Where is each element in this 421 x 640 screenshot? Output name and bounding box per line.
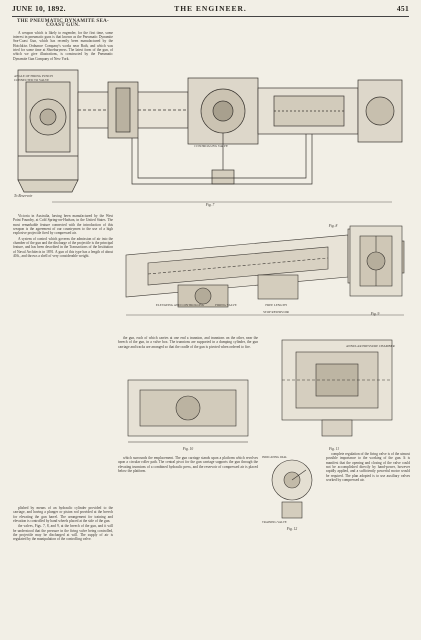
fig12-label: INDICATING DIAL [262, 455, 288, 459]
paragraph: complete regulation of the firing valve is of the utmost possible importance to the working of the gun. It is manifest that the opening and closing of the valve could not be accomplished directly by hand-power, however rapidly applied, and a sufficiently powerful motor would be required. The plan adopted is to use auxiliary valves worked by compressed air. [326, 452, 410, 483]
page-number: 451 [396, 4, 409, 13]
fig7-sub-label: To Reservoir [14, 194, 33, 198]
article-column-left-top [13, 19, 113, 61]
paragraph: the gun, each of which carries at one end a trunnion, and trunnions on the other, near the breech of the gun, in a valve box. The trunnions are supported in a dumping cylinder, the gun carriage and tracks are arranged so that the cradle of the gun is pivoted when ordered to fire. [118, 336, 258, 349]
fig11-caption: Fig. 11 [328, 447, 340, 451]
fig8-caption: Fig. 8 [328, 224, 338, 228]
fig9-svg [342, 220, 410, 310]
fig7-svg [12, 52, 412, 212]
fig12-svg [262, 452, 322, 524]
fig8-label-mid: FIRING VALVE [215, 303, 237, 307]
fig12-caption: Fig. 12 [286, 527, 298, 531]
page-header [12, 4, 409, 16]
article-title: THE PNEUMATIC DYNAMITE SEA-COAST GUN. [16, 19, 110, 29]
paragraph: which surrounds the emplacement. The gun carriage stands upon a platform which revolves upon a circular roller path. The central pivot for the gun carriage supports the gun through the elevating trunnions of a combined hydraulic press, and the reservoir of compressed air is placed below the platform. [118, 456, 258, 474]
fig12-label2: TRAINING VALVE [262, 520, 287, 524]
fig10-caption: Fig. 10 [182, 447, 194, 451]
fig10-svg [118, 372, 258, 452]
fig8-label-left: ELEVATING AND CONTROLLING [155, 303, 205, 307]
article-column-left [13, 214, 113, 504]
issue-date: JUNE 10, 1892. [12, 4, 66, 13]
fig8-label-right2: STOP RESERVOIR [263, 310, 289, 314]
fig7-valve-label: CONTROLLING VALVE [194, 144, 228, 148]
fig7-caption: Fig. 7 [205, 203, 215, 207]
figure-9-valve-detail [342, 220, 410, 310]
figure-10-carriage [118, 372, 258, 452]
figure-7-breech-drawing [12, 52, 412, 212]
fig9-caption: Fig. 9 [370, 312, 380, 316]
header-rule [12, 16, 409, 17]
fig7-note: ANGLE OF FIRING PUNCH CONNECTED TO VALVE [14, 74, 53, 82]
figure-12-dial [262, 452, 322, 524]
paragraph: A weapon which is likely to engender, for the first time, some interest in pneumatic guns is that known as the Pneumatic Dynamite Sea-Coast Gun, which has recently been manufactured by the Hotchkiss Ordnance Company's works near Bath, and which was tried for some time at Shoeburyness. The latest form of the gun, of which we give illustrations, is constructed by the Pneumatic Dynamite Gun Company of New York. [13, 30, 113, 61]
paragraph: A system of control which governs the admission of air into the chamber of the gun and the discharge of the projectile is the principal feature, and has been described in the Transactions of the Institution of Naval Architects in 1891. A gun of this type has a length of about 40ft., and throws a shell of very considerable weight. [13, 236, 113, 259]
paragraph: the valves, Figs. 7, 8, and 9, at the breech of the gun, and it will be understood that the pressure in the firing valve being controlled, the projectile may be discharged at will. The supply of air is regulated by the manipulation of the controlling valve. [13, 524, 113, 542]
article-column-middle [118, 456, 258, 634]
fig8-label-right: FREE LENGTH [265, 303, 287, 307]
paragraph: Victoria in Australia, having been manufactured by the West Point Foundry, at Cold Spring-on-Hudson, in the United States. The most remarkable feature connected with the introduction of this weapon is the agreement of our countrymen to the use of a high explosive projectile fired by compressed air. [13, 214, 113, 236]
paragraph: plished by means of an hydraulic cylinder provided to the carriage, and having a plunger or piston rod provided at the breech for elevating the gun barrel. The arrangement for training and elevation is controlled by hand wheels placed at the side of the gun. [13, 506, 113, 524]
masthead: THE ENGINEER. [174, 4, 247, 13]
article-column-left-lower [13, 506, 113, 634]
article-column-right [326, 452, 410, 634]
fig11-label: ANNULAR PRESSURE CHAMBER [346, 344, 395, 348]
